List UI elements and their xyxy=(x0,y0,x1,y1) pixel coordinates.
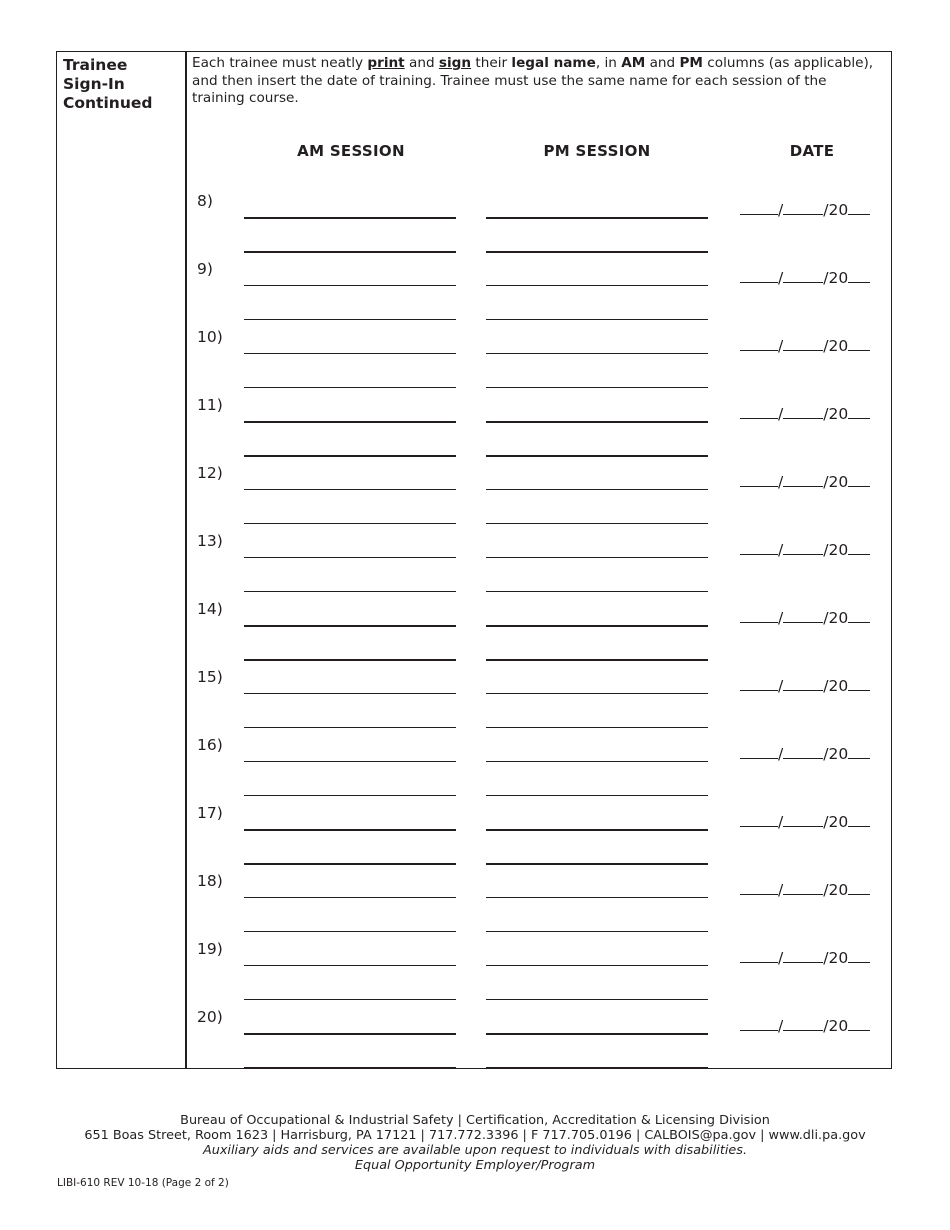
pm-print-line[interactable] xyxy=(486,965,708,966)
instr-print: print xyxy=(367,55,405,71)
date-month-blank[interactable] xyxy=(740,336,778,351)
pm-print-line[interactable] xyxy=(486,489,708,490)
signin-row xyxy=(57,872,891,940)
date-day-blank[interactable] xyxy=(783,744,823,759)
pm-sign-line[interactable] xyxy=(486,863,708,865)
pm-sign-line[interactable] xyxy=(486,251,708,253)
signin-row xyxy=(57,260,891,328)
date-field[interactable] xyxy=(740,948,870,967)
row-number: 14) xyxy=(197,600,223,618)
date-month-blank[interactable] xyxy=(740,608,778,623)
pm-print-line[interactable] xyxy=(486,557,708,558)
date-month-blank[interactable] xyxy=(740,1016,778,1031)
pm-print-line[interactable] xyxy=(486,625,708,627)
am-print-line[interactable] xyxy=(244,557,456,558)
am-sign-line[interactable] xyxy=(244,931,456,932)
signin-row xyxy=(57,192,891,260)
date-day-blank[interactable] xyxy=(783,336,823,351)
pm-print-line[interactable] xyxy=(486,217,708,219)
date-field[interactable] xyxy=(740,676,870,695)
am-session-header: AM SESSION xyxy=(297,142,405,160)
date-field[interactable] xyxy=(740,812,870,831)
row-number: 13) xyxy=(197,532,223,550)
date-year-blank[interactable] xyxy=(848,404,870,419)
instr-text: , in xyxy=(595,55,622,71)
date-separator: / xyxy=(778,473,784,491)
pm-print-line[interactable] xyxy=(486,1033,708,1035)
pm-sign-line[interactable] xyxy=(486,999,708,1000)
date-day-blank[interactable] xyxy=(783,948,823,963)
section-title-line: Sign-In xyxy=(63,75,125,93)
pm-sign-line[interactable] xyxy=(486,1067,708,1069)
am-sign-line[interactable] xyxy=(244,319,456,320)
date-day-blank[interactable] xyxy=(783,1016,823,1031)
date-day-blank[interactable] xyxy=(783,676,823,691)
instr-text: Each trainee must neatly xyxy=(192,55,368,71)
date-month-blank[interactable] xyxy=(740,404,778,419)
date-year-blank[interactable] xyxy=(848,812,870,827)
pm-print-line[interactable] xyxy=(486,421,708,423)
date-year-prefix: /20 xyxy=(823,745,849,763)
date-separator: / xyxy=(778,745,784,763)
am-sign-line[interactable] xyxy=(244,659,456,661)
date-separator: / xyxy=(778,337,784,355)
row-number: 18) xyxy=(197,872,223,890)
am-sign-line[interactable] xyxy=(244,455,456,457)
date-month-blank[interactable] xyxy=(740,676,778,691)
date-field[interactable] xyxy=(740,1016,870,1035)
pm-print-line[interactable] xyxy=(486,693,708,694)
pm-print-line[interactable] xyxy=(486,285,708,286)
footer-address: 651 Boas Street, Room 1623 | Harrisburg, PA 17121 | 717.772.3396 | F 717.705.0196 | CALBOIS@pa.gov | www.dli.pa.gov xyxy=(84,1128,866,1143)
pm-sign-line[interactable] xyxy=(486,455,708,457)
date-month-blank[interactable] xyxy=(740,200,778,215)
pm-sign-line[interactable] xyxy=(486,591,708,592)
signin-row xyxy=(57,1008,891,1076)
date-year-prefix: /20 xyxy=(823,201,849,219)
date-separator: / xyxy=(778,813,784,831)
date-month-blank[interactable] xyxy=(740,540,778,555)
date-year-prefix: /20 xyxy=(823,609,849,627)
date-month-blank[interactable] xyxy=(740,268,778,283)
date-separator: / xyxy=(778,609,784,627)
date-day-blank[interactable] xyxy=(783,540,823,555)
footer-bureau: Bureau of Occupational & Industrial Safety | Certification, Accreditation & Licensing Division xyxy=(180,1113,770,1128)
row-number: 10) xyxy=(197,328,223,346)
signin-row xyxy=(57,736,891,804)
date-header: DATE xyxy=(789,142,835,160)
am-sign-line[interactable] xyxy=(244,863,456,865)
signin-row xyxy=(57,328,891,396)
pm-print-line[interactable] xyxy=(486,353,708,354)
date-day-blank[interactable] xyxy=(783,812,823,827)
date-month-blank[interactable] xyxy=(740,472,778,487)
date-year-prefix: /20 xyxy=(823,813,849,831)
row-number: 16) xyxy=(197,736,223,754)
date-year-prefix: /20 xyxy=(823,881,849,899)
am-print-line[interactable] xyxy=(244,421,456,423)
date-field[interactable] xyxy=(740,880,870,899)
signin-row xyxy=(57,940,891,1008)
date-day-blank[interactable] xyxy=(783,472,823,487)
pm-sign-line[interactable] xyxy=(486,523,708,524)
row-number: 15) xyxy=(197,668,223,686)
date-month-blank[interactable] xyxy=(740,948,778,963)
date-day-blank[interactable] xyxy=(783,404,823,419)
date-field[interactable] xyxy=(740,608,870,627)
date-day-blank[interactable] xyxy=(783,200,823,215)
date-day-blank[interactable] xyxy=(783,880,823,895)
date-year-blank[interactable] xyxy=(848,880,870,895)
date-field[interactable] xyxy=(740,744,870,763)
row-number: 12) xyxy=(197,464,223,482)
pm-print-line[interactable] xyxy=(486,829,708,831)
date-separator: / xyxy=(778,541,784,559)
pm-session-header: PM SESSION xyxy=(543,142,651,160)
date-separator: / xyxy=(778,1017,784,1035)
instr-pm: PM xyxy=(679,55,703,71)
am-sign-line[interactable] xyxy=(244,251,456,253)
instr-text: columns (as applicable), and then insert the date of training. Trainee must use the same name for each session of the training course. xyxy=(192,55,874,106)
instr-am: AM xyxy=(621,55,646,71)
instr-legal-name: legal name xyxy=(511,55,596,71)
signin-row xyxy=(57,464,891,532)
date-year-prefix: /20 xyxy=(823,405,849,423)
am-print-line[interactable] xyxy=(244,761,456,762)
footer-aux-aids: Auxiliary aids and services are available upon request to individuals with disabilities. xyxy=(202,1143,748,1158)
date-day-blank[interactable] xyxy=(783,268,823,283)
sign-in-table xyxy=(56,51,892,1069)
section-title-line: Trainee xyxy=(63,56,128,74)
instr-text: and xyxy=(645,55,680,71)
date-year-prefix: /20 xyxy=(823,677,849,695)
signin-row xyxy=(57,804,891,872)
am-print-line[interactable] xyxy=(244,217,456,219)
section-title xyxy=(63,56,179,113)
date-field[interactable] xyxy=(740,268,870,287)
pm-print-line[interactable] xyxy=(486,761,708,762)
pm-sign-line[interactable] xyxy=(486,387,708,388)
date-year-prefix: /20 xyxy=(823,473,849,491)
row-number: 8) xyxy=(197,192,213,210)
pm-print-line[interactable] xyxy=(486,897,708,898)
date-year-prefix: /20 xyxy=(823,949,849,967)
pm-sign-line[interactable] xyxy=(486,931,708,932)
instr-sign: sign xyxy=(438,55,472,71)
form-id: LIBI-610 REV 10-18 (Page 2 of 2) xyxy=(57,1177,229,1189)
date-month-blank[interactable] xyxy=(740,744,778,759)
date-year-prefix: /20 xyxy=(823,337,849,355)
am-sign-line[interactable] xyxy=(244,523,456,524)
date-year-blank[interactable] xyxy=(848,608,870,623)
instructions-text xyxy=(192,55,882,108)
instr-text: and xyxy=(404,55,439,71)
signin-row xyxy=(57,396,891,464)
signin-row xyxy=(57,600,891,668)
am-print-line[interactable] xyxy=(244,1033,456,1035)
row-number: 20) xyxy=(197,1008,223,1026)
row-number: 17) xyxy=(197,804,223,822)
date-field[interactable] xyxy=(740,540,870,559)
instr-text: their xyxy=(471,55,512,71)
date-year-blank[interactable] xyxy=(848,268,870,283)
pm-sign-line[interactable] xyxy=(486,727,708,728)
date-field[interactable] xyxy=(740,200,870,219)
date-field[interactable] xyxy=(740,404,870,423)
date-year-blank[interactable] xyxy=(848,472,870,487)
date-year-prefix: /20 xyxy=(823,541,849,559)
row-number: 19) xyxy=(197,940,223,958)
am-print-line[interactable] xyxy=(244,285,456,286)
footer-eoe: Equal Opportunity Employer/Program xyxy=(354,1158,596,1173)
row-number: 11) xyxy=(197,396,223,414)
date-year-blank[interactable] xyxy=(848,336,870,351)
am-print-line[interactable] xyxy=(244,625,456,627)
section-title-line: Continued xyxy=(63,94,153,112)
date-separator: / xyxy=(778,677,784,695)
date-year-blank[interactable] xyxy=(848,948,870,963)
am-sign-line[interactable] xyxy=(244,727,456,728)
row-number: 9) xyxy=(197,260,213,278)
pm-sign-line[interactable] xyxy=(486,659,708,661)
signin-row xyxy=(57,668,891,736)
date-year-blank[interactable] xyxy=(848,540,870,555)
am-sign-line[interactable] xyxy=(244,1067,456,1069)
am-sign-line[interactable] xyxy=(244,795,456,796)
date-year-blank[interactable] xyxy=(848,200,870,215)
footer xyxy=(0,1113,950,1173)
am-print-line[interactable] xyxy=(244,965,456,966)
date-year-prefix: /20 xyxy=(823,269,849,287)
date-separator: / xyxy=(778,405,784,423)
am-print-line[interactable] xyxy=(244,693,456,694)
am-print-line[interactable] xyxy=(244,897,456,898)
am-sign-line[interactable] xyxy=(244,999,456,1000)
date-year-blank[interactable] xyxy=(848,676,870,691)
am-print-line[interactable] xyxy=(244,829,456,831)
am-sign-line[interactable] xyxy=(244,387,456,388)
am-print-line[interactable] xyxy=(244,353,456,354)
date-year-prefix: /20 xyxy=(823,1017,849,1035)
date-field[interactable] xyxy=(740,472,870,491)
date-day-blank[interactable] xyxy=(783,608,823,623)
date-year-blank[interactable] xyxy=(848,1016,870,1031)
signin-row xyxy=(57,532,891,600)
date-month-blank[interactable] xyxy=(740,880,778,895)
date-month-blank[interactable] xyxy=(740,812,778,827)
am-sign-line[interactable] xyxy=(244,591,456,592)
pm-sign-line[interactable] xyxy=(486,319,708,320)
pm-sign-line[interactable] xyxy=(486,795,708,796)
am-print-line[interactable] xyxy=(244,489,456,490)
date-separator: / xyxy=(778,881,784,899)
date-separator: / xyxy=(778,949,784,967)
date-separator: / xyxy=(778,201,784,219)
date-year-blank[interactable] xyxy=(848,744,870,759)
date-field[interactable] xyxy=(740,336,870,355)
date-separator: / xyxy=(778,269,784,287)
